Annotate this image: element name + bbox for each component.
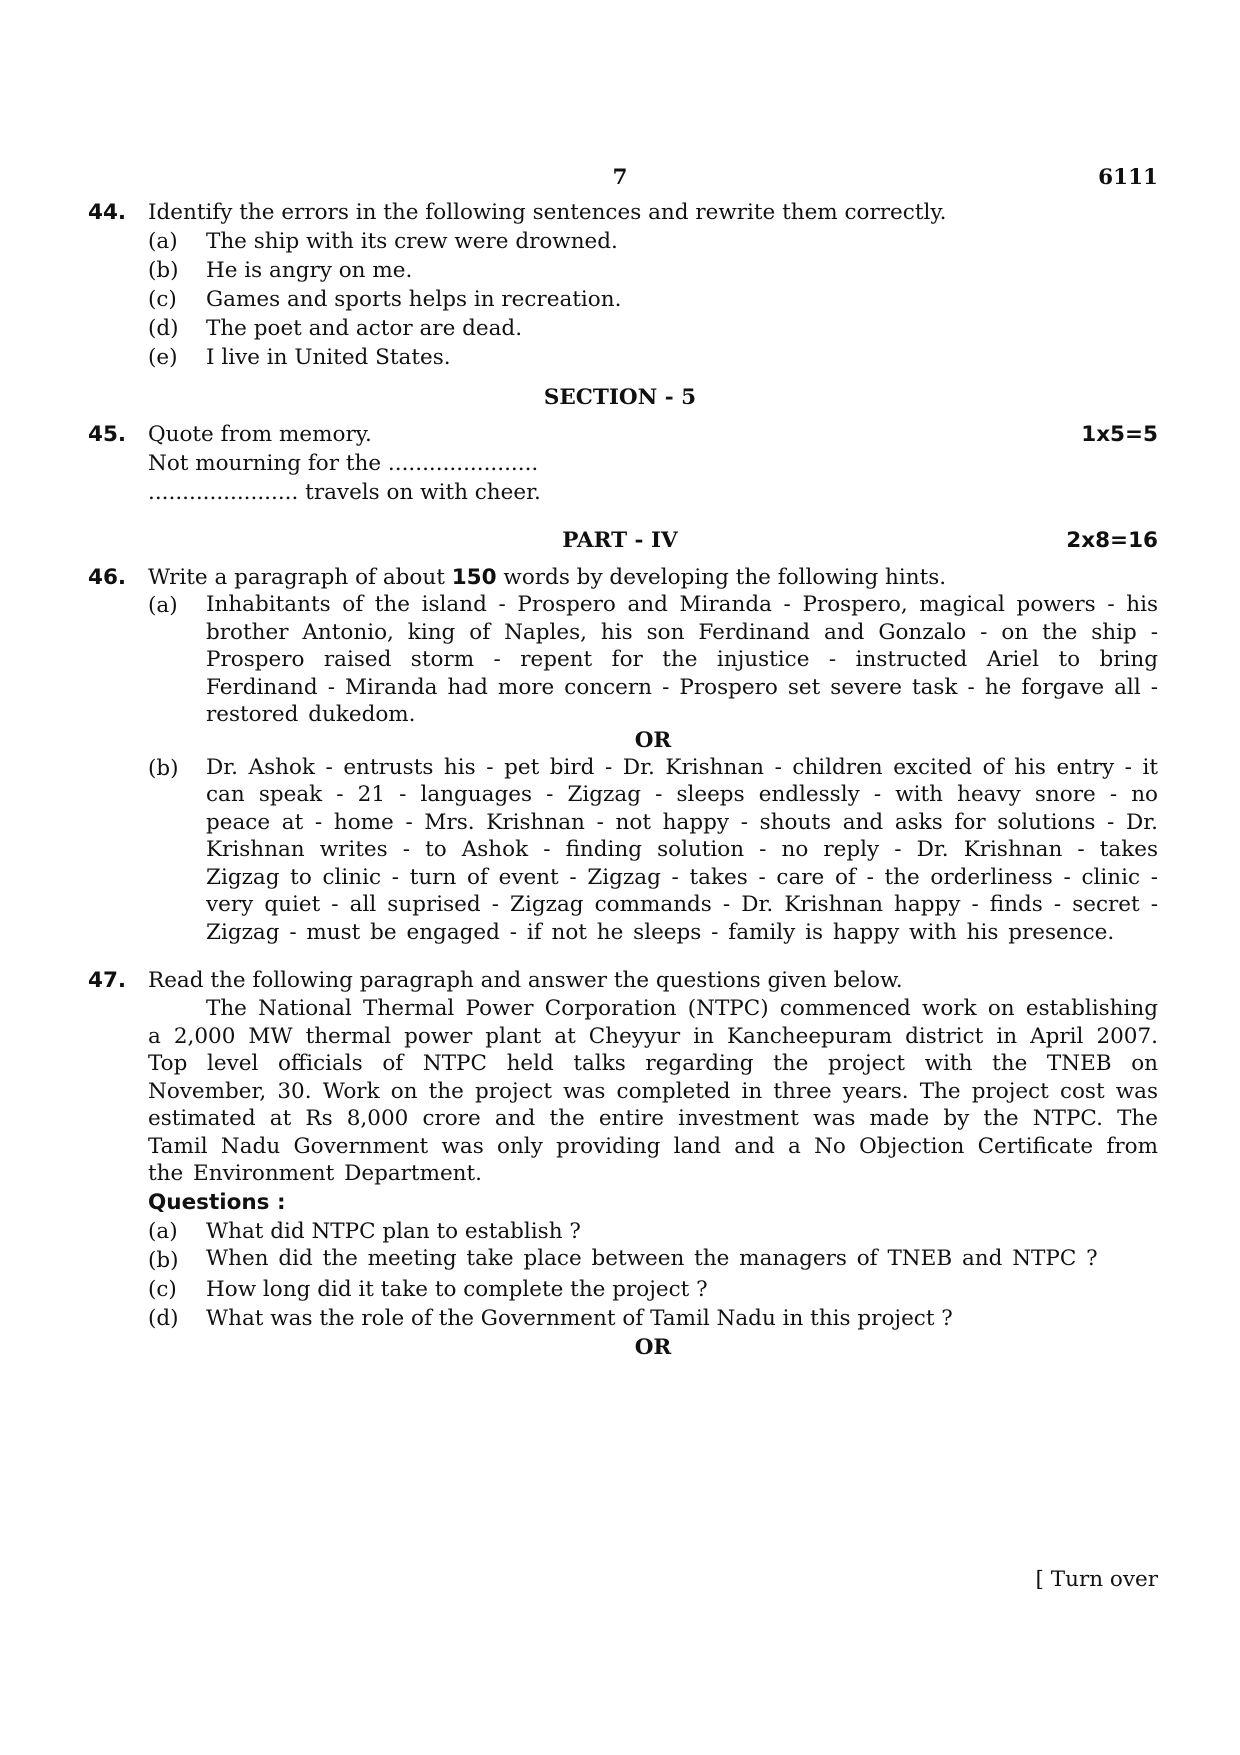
or-divider: OR [634, 1334, 672, 1360]
question-number: 47. [88, 968, 127, 993]
list-item: (e) I live in United States. [148, 345, 451, 370]
question-44 [88, 198, 1158, 372]
list-item: (c) Games and sports helps in recreation. [148, 287, 622, 312]
question-47 [88, 966, 1158, 1362]
question-number: 46. [88, 565, 127, 590]
question-prompt: Write a paragraph of about 150 words by developing the following hints. [148, 565, 947, 590]
list-item: (b) When did the meeting take place between the managers of TNEB and NTPC ? [148, 1245, 1098, 1273]
question-prompt: Identify the errors in the following sentences and rewrite them correctly. [148, 200, 947, 225]
question-prompt: Read the following paragraph and answer the questions given below. [148, 968, 903, 993]
quote-line-2: ...................... travels on with cheer. [148, 480, 541, 505]
list-item: (d) The poet and actor are dead. [148, 316, 523, 341]
list-item: (b) He is angry on me. [148, 258, 413, 283]
list-item: (a) What did NTPC plan to establish ? [148, 1218, 581, 1244]
passage: The National Thermal Power Corporation (NTPC) commenced work on establishing a 2,000 MW thermal power plant at Cheyyur in Kancheepuram district in April 2007. Top level officials of NTPC held talks regarding the project with the TNEB on November, 30. Work on the project was completed in three years. The project cost was estimated at Rs 8,000 crore and the entire investment was made by the NTPC. The Tamil Nadu Government was only providing land and a No Objection Certificate from the Environment Department. [148, 996, 1158, 1186]
question-number: 45. [88, 422, 127, 447]
part-marks: 2x8=16 [1066, 528, 1158, 553]
question-46 [88, 563, 1158, 946]
question-number: 44. [88, 200, 127, 225]
page-header [0, 163, 1240, 193]
questions-heading: Questions : [148, 1189, 286, 1215]
list-item: (c) How long did it take to complete the project ? [148, 1276, 708, 1302]
quote-line-1: Not mourning for the ...................... [148, 451, 539, 476]
part-heading: PART - IV [562, 528, 678, 553]
turn-over-note: [ Turn over [1035, 1567, 1158, 1592]
page-number: 7 [612, 165, 628, 190]
hint-a: (a) Inhabitants of the island - Prospero and Miranda - Prospero, magical powers - his brother Antonio, king of Naples, his son Ferdinand and Gonzalo - on the ship - Prospero raised storm - repent for the injustice - instructed Ariel to bring Ferdinand - Miranda had more concern - Prospero set severe task - he forgave all - restored dukedom. [148, 592, 1158, 727]
section-heading: SECTION - 5 [543, 385, 697, 410]
list-item: (d) What was the role of the Government of Tamil Nadu in this project ? [148, 1305, 953, 1331]
hint-b: (b) Dr. Ashok - entrusts his - pet bird - Dr. Krishnan - children excited of his entry - it can speak - 21 - languages - Zigzag - sleeps endlessly - with heavy snore - no peace at - home - Mrs. Krishnan - not happy - shouts and asks for solutions - Dr. Krishnan writes - to Ashok - finding solution - no reply - Dr. Krishnan - takes Zigzag to clinic - turn of event - Zigzag - takes - care of - the orderliness - clinic - very quiet - all suprised - Zigzag commands - Dr. Krishnan happy - finds - secret - Zigzag - must be engaged - if not he sleeps - family is happy with his presence. [148, 754, 1158, 945]
or-divider: OR [634, 727, 672, 753]
question-45 [88, 420, 1158, 507]
question-marks: 1x5=5 [1081, 422, 1158, 447]
paper-code: 6111 [1098, 165, 1158, 190]
list-item: (a) The ship with its crew were drowned. [148, 229, 618, 254]
question-prompt: Quote from memory. [148, 422, 372, 447]
word-count: 150 [451, 565, 497, 590]
